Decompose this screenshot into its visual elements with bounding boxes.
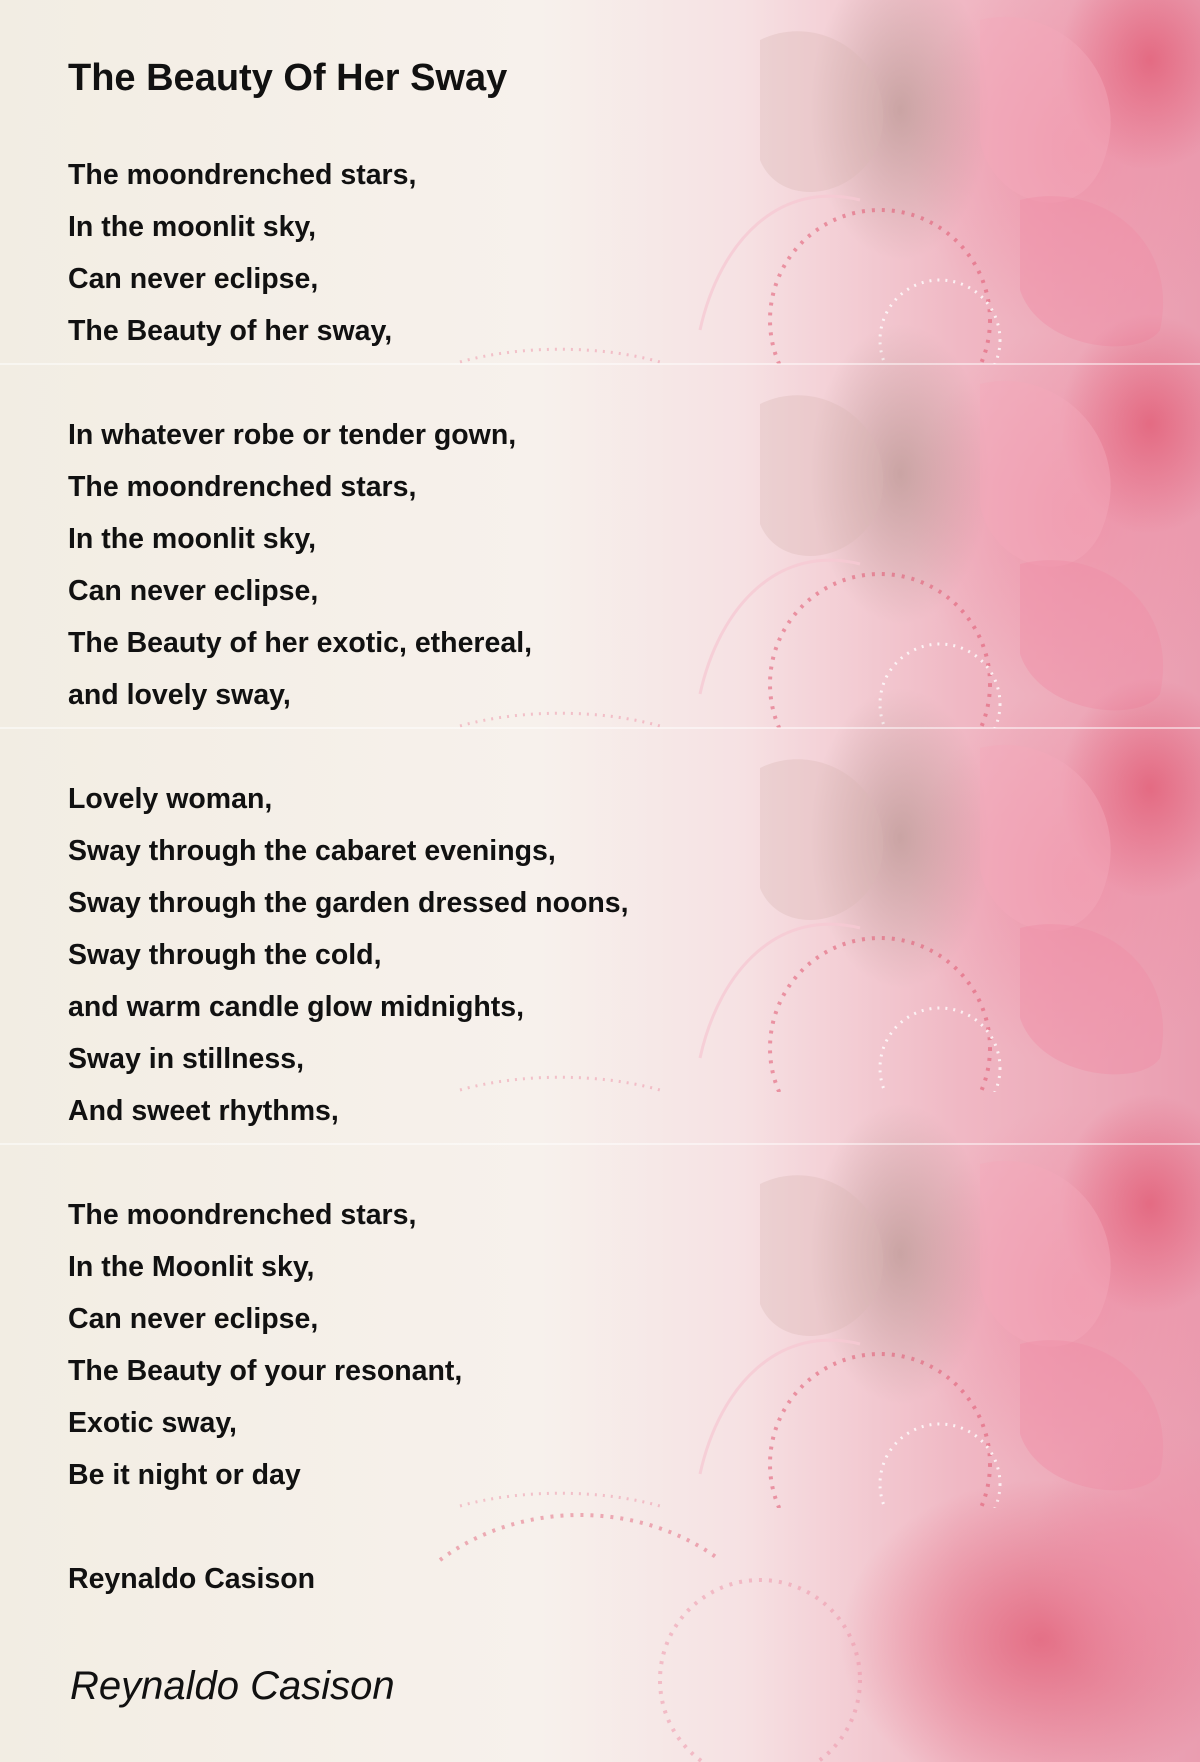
poem-line: In the Moonlit sky, [68, 1251, 315, 1283]
poem-line: The moondrenched stars, [68, 1199, 417, 1231]
poem-line: Exotic sway, [68, 1407, 237, 1439]
poem-line: In the moonlit sky, [68, 211, 317, 243]
poem-line: Sway in stillness, [68, 1043, 305, 1075]
poem-line: Sway through the garden dressed noons, [68, 887, 629, 919]
poem-line: Sway through the cold, [68, 939, 382, 971]
poem-line: The Beauty of her sway, [68, 315, 393, 347]
poem-line: In whatever robe or tender gown, [68, 419, 517, 451]
poem-card [68, 0, 788, 1762]
poem-line: and lovely sway, [68, 679, 291, 711]
poem-line: Can never eclipse, [68, 575, 319, 607]
poem-line: The moondrenched stars, [68, 471, 417, 503]
poem-line: Sway through the cabaret evenings, [68, 835, 556, 867]
poem-line: In the moonlit sky, [68, 523, 317, 555]
poem-line: Lovely woman, [68, 783, 273, 815]
poem-line: And sweet rhythms, [68, 1095, 339, 1127]
poem-line: and warm candle glow midnights, [68, 991, 525, 1023]
poem-line: The Beauty of her exotic, ethereal, [68, 627, 533, 659]
poem-line: Can never eclipse, [68, 263, 319, 295]
stanza-4 [68, 1189, 462, 1501]
poem-author: Reynaldo Casison [68, 1563, 316, 1595]
author-signature: Reynaldo Casison [70, 1664, 395, 1708]
poem-line: The Beauty of your resonant, [68, 1355, 463, 1387]
stanza-2 [68, 409, 532, 721]
stanza-1 [68, 149, 416, 357]
poem-line: Be it night or day [68, 1459, 301, 1491]
stanza-3 [68, 773, 629, 1137]
poem-line: Can never eclipse, [68, 1303, 319, 1335]
poem-title: The Beauty Of Her Sway [68, 57, 508, 99]
poem-line: The moondrenched stars, [68, 159, 417, 191]
